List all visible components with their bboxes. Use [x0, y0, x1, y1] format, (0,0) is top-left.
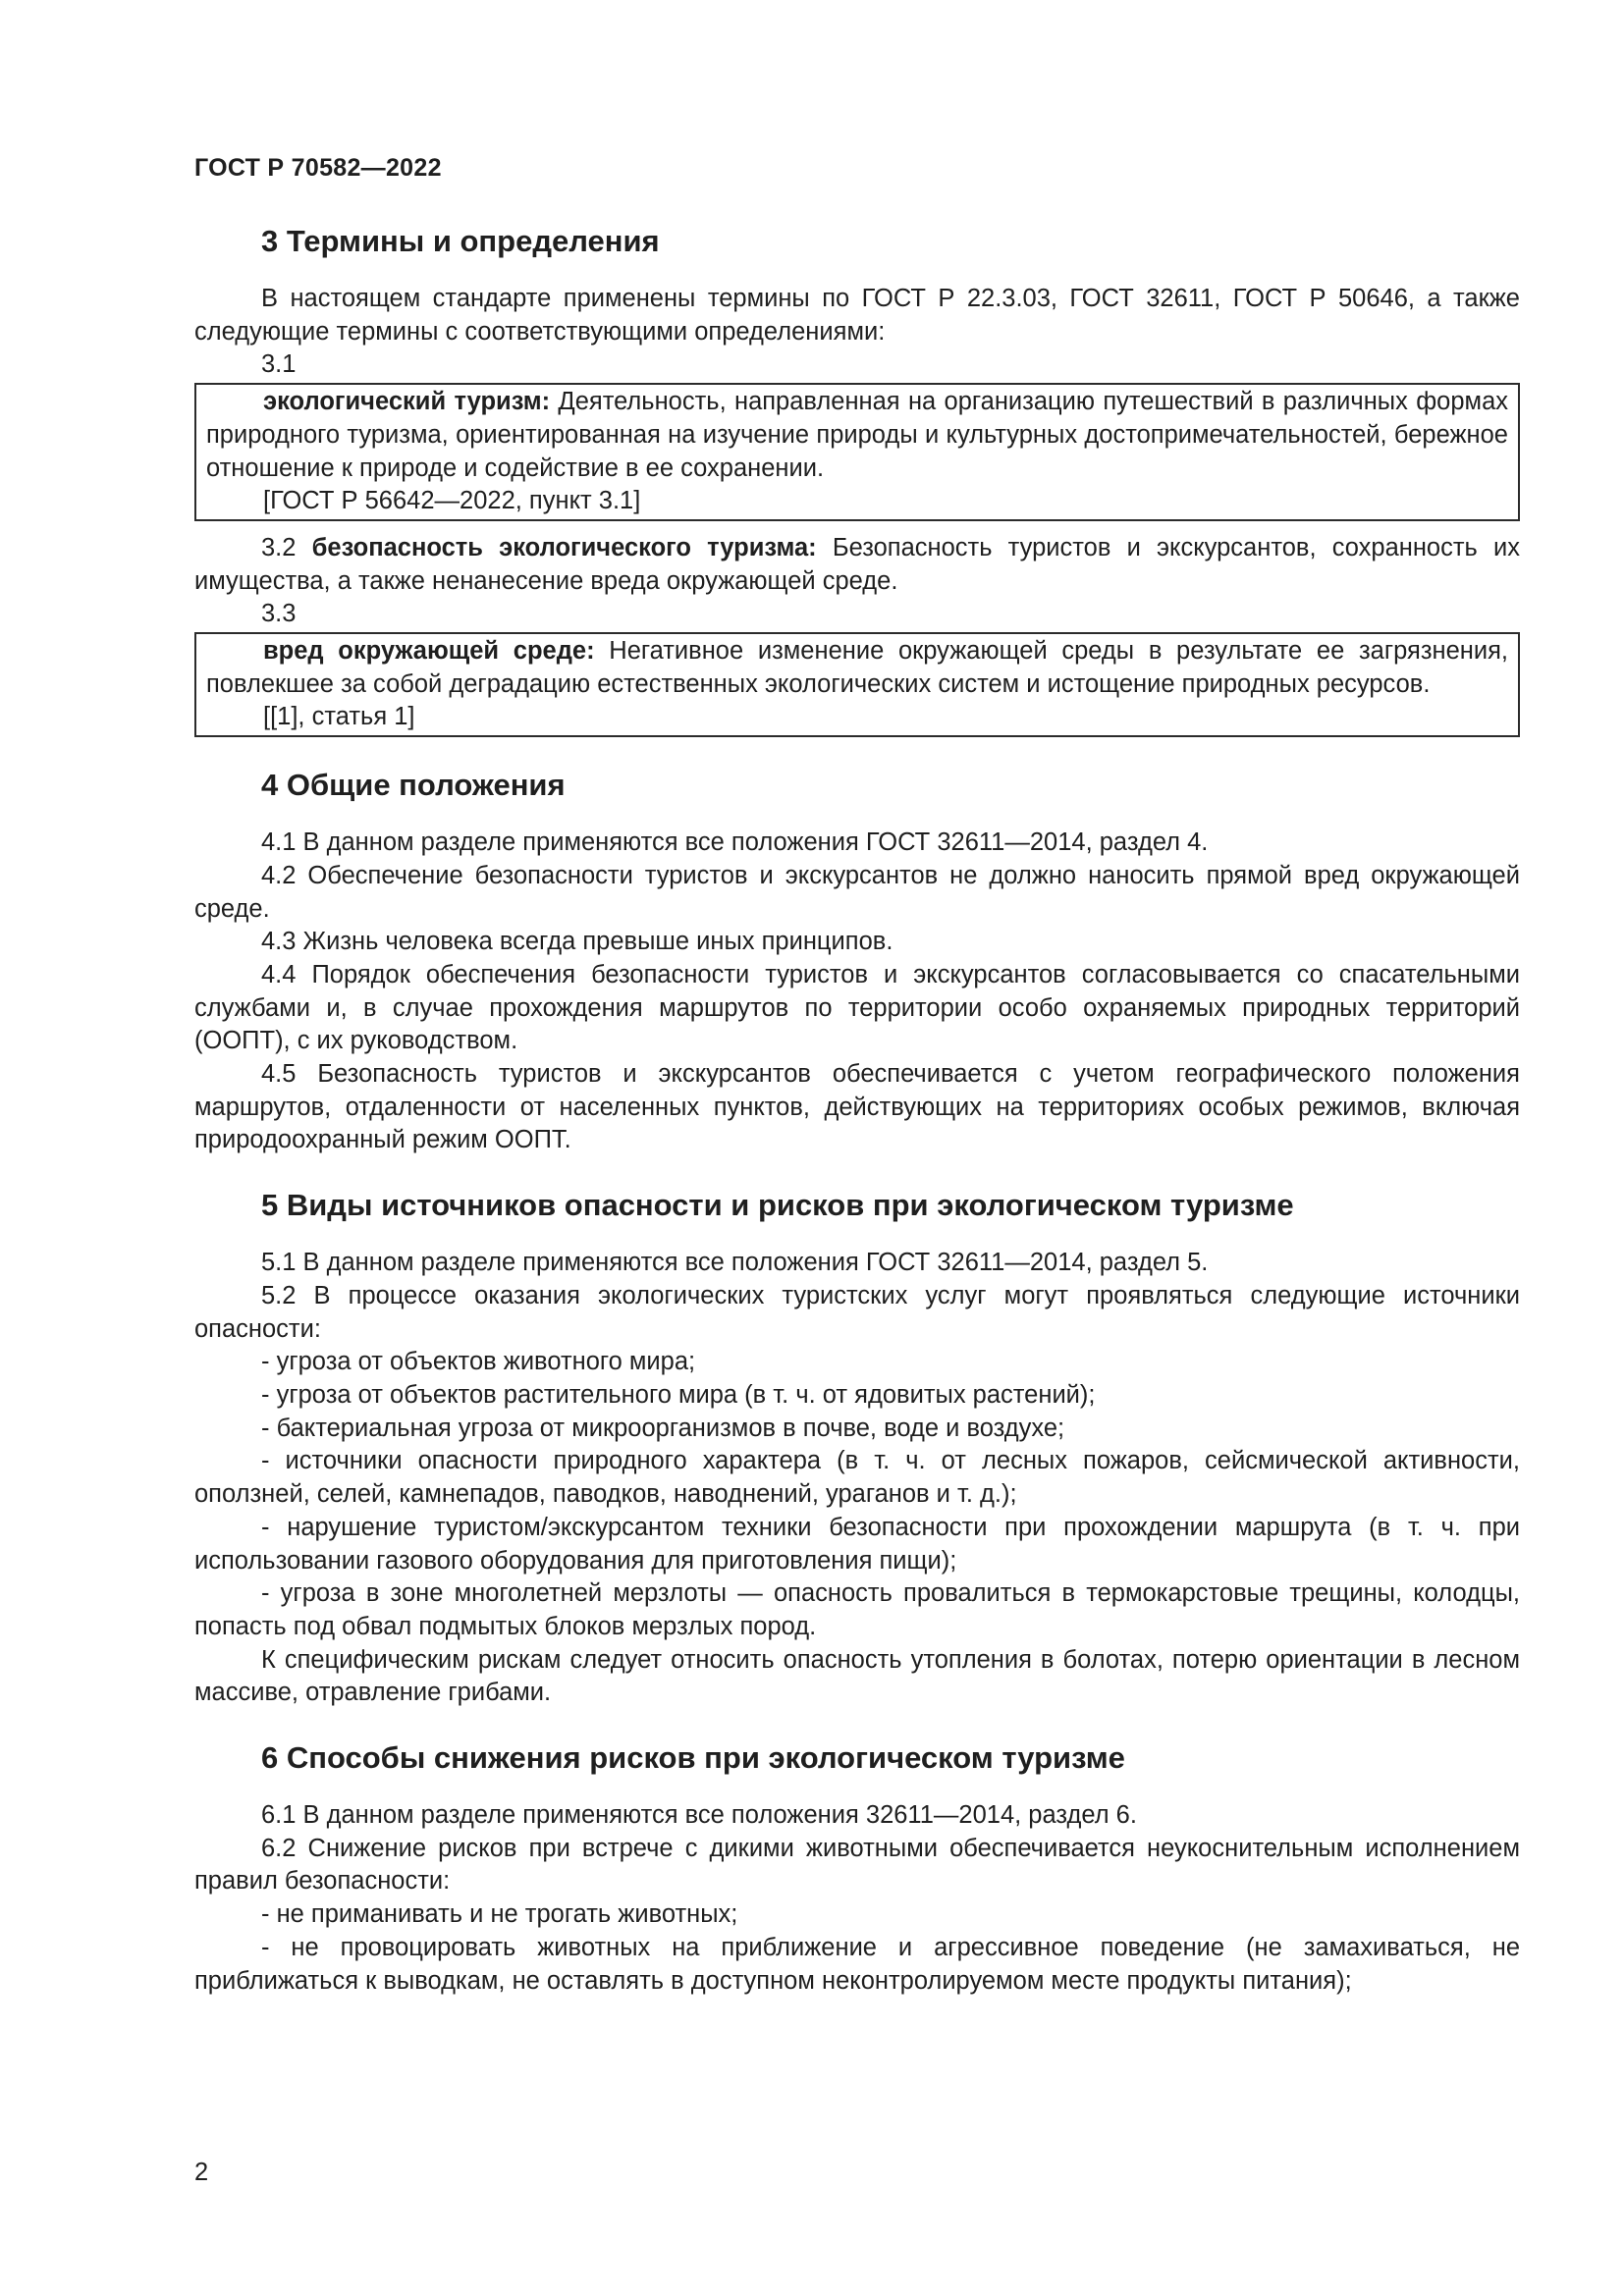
section-3-title: 3 Термины и определения: [261, 224, 660, 258]
list-item-6-a: - не приманивать и не трогать животных;: [261, 1900, 738, 1929]
list-item-5-c: - бактериальная угроза от микроорганизмов в почве, воде и воздухе;: [261, 1414, 1065, 1442]
paragraph-4-2: 4.2 Обеспечение безопасности туристов и экскурсантов не должно наносить прямой вред окружающей среде.: [194, 861, 1520, 923]
term-3-1-number: 3.1: [261, 350, 297, 379]
document-header: ГОСТ Р 70582—2022: [194, 154, 442, 182]
term-3-1-source: [ГОСТ Р 56642—2022, пункт 3.1]: [263, 487, 641, 515]
term-3-1-text: Деятельность, направленная на организацию путешествий в различных формах природного туризма, ориентированная на изучение природы и культурных достопримечательностей, бережное отношение к природе и содействие в ее сохранении.: [206, 388, 1508, 482]
list-item-5-f: - угроза в зоне многолетней мерзлоты — опасность провалиться в термокарстовые трещины, колодцы, попасть под обвал подмытых блоков мерзлых пород.: [194, 1579, 1520, 1640]
list-item-6-b: - не провоцировать животных на приближение и агрессивное поведение (не замахиваться, не приближаться к выводкам, не оставлять в доступном неконтролируемом месте продукты питания);: [194, 1933, 1520, 1995]
section-4-title: 4 Общие положения: [261, 768, 566, 803]
section-3-intro: В настоящем стандарте применены термины по ГОСТ Р 22.3.03, ГОСТ 32611, ГОСТ Р 50646, а также следующие термины с соответствующими определениями:: [194, 285, 1520, 346]
list-item-5-d: - источники опасности природного характера (в т. ч. от лесных пожаров, сейсмической активности, оползней, селей, камнепадов, паводков, наводнений, ураганов и т. д.);: [194, 1447, 1520, 1509]
list-item-5-b: - угроза от объектов растительного мира (в т. ч. от ядовитых растений);: [261, 1380, 1096, 1409]
paragraph-4-4: 4.4 Порядок обеспечения безопасности туристов и экскурсантов согласовывается со спасательными службами и, в случае прохождения маршрутов по территории особо охраняемых природных территорий (ООПТ), с их руководством.: [194, 960, 1520, 1055]
term-3-3-term: вред окружающей среде:: [263, 637, 595, 666]
term-3-2-number: 3.2: [261, 533, 312, 561]
term-3-3-text: Негативное изменение окружающей среды в результате ее загрязнения, повлекшее за собой деградацию естественных экологических систем и истощение природных ресурсов.: [206, 637, 1508, 698]
paragraph-4-1: 4.1 В данном разделе применяются все положения ГОСТ 32611—2014, раздел 4.: [261, 828, 1209, 857]
section-5-title: 5 Виды источников опасности и рисков при экологическом туризме: [261, 1188, 1294, 1223]
section-6-title: 6 Способы снижения рисков при экологическом туризме: [261, 1740, 1125, 1776]
term-3-2-definition: [194, 532, 1520, 598]
term-3-1-box: [194, 383, 1520, 521]
paragraph-5-2: 5.2 В процессе оказания экологических туристских услуг могут проявляться следующие источники опасности:: [194, 1281, 1520, 1343]
term-3-3-source: [[1], статья 1]: [263, 703, 415, 731]
term-3-2-term: безопасность экологического туризма:: [311, 533, 817, 561]
paragraph-4-3: 4.3 Жизнь человека всегда превыше иных принципов.: [261, 928, 893, 956]
paragraph-4-5: 4.5 Безопасность туристов и экскурсантов обеспечивается с учетом географического положения маршрутов, отдаленности от населенных пунктов, действующих на территориях особых режимов, включая природоохранный режим ООПТ.: [194, 1060, 1520, 1154]
document-body: [194, 222, 1520, 1998]
list-item-5-a: - угроза от объектов животного мира;: [261, 1348, 696, 1376]
term-3-3-definition: [206, 635, 1508, 701]
paragraph-5-specific-risks: К специфическим рискам следует относить опасность утопления в болотах, потерю ориентации в лесном массиве, отравление грибами.: [194, 1645, 1520, 1707]
term-3-1-definition: [206, 386, 1508, 485]
paragraph-5-1: 5.1 В данном разделе применяются все положения ГОСТ 32611—2014, раздел 5.: [261, 1249, 1209, 1277]
term-3-1-term: экологический туризм:: [263, 388, 551, 416]
page-number: 2: [194, 2159, 209, 2186]
paragraph-6-2: 6.2 Снижение рисков при встрече с дикими животными обеспечивается неукоснительным исполнением правил безопасности:: [194, 1834, 1520, 1896]
list-item-5-e: - нарушение туристом/экскурсантом техники безопасности при прохождении маршрута (в т. ч. при использовании газового оборудования для приготовления пищи);: [194, 1513, 1520, 1575]
term-3-3-box: [194, 632, 1520, 737]
paragraph-6-1: 6.1 В данном разделе применяются все положения 32611—2014, раздел 6.: [261, 1801, 1137, 1830]
term-3-3-number: 3.3: [261, 600, 297, 628]
term-3-2-text: Безопасность туристов и экскурсантов, сохранность их имущества, а также ненанесение вреда окружающей среде.: [194, 533, 1520, 595]
